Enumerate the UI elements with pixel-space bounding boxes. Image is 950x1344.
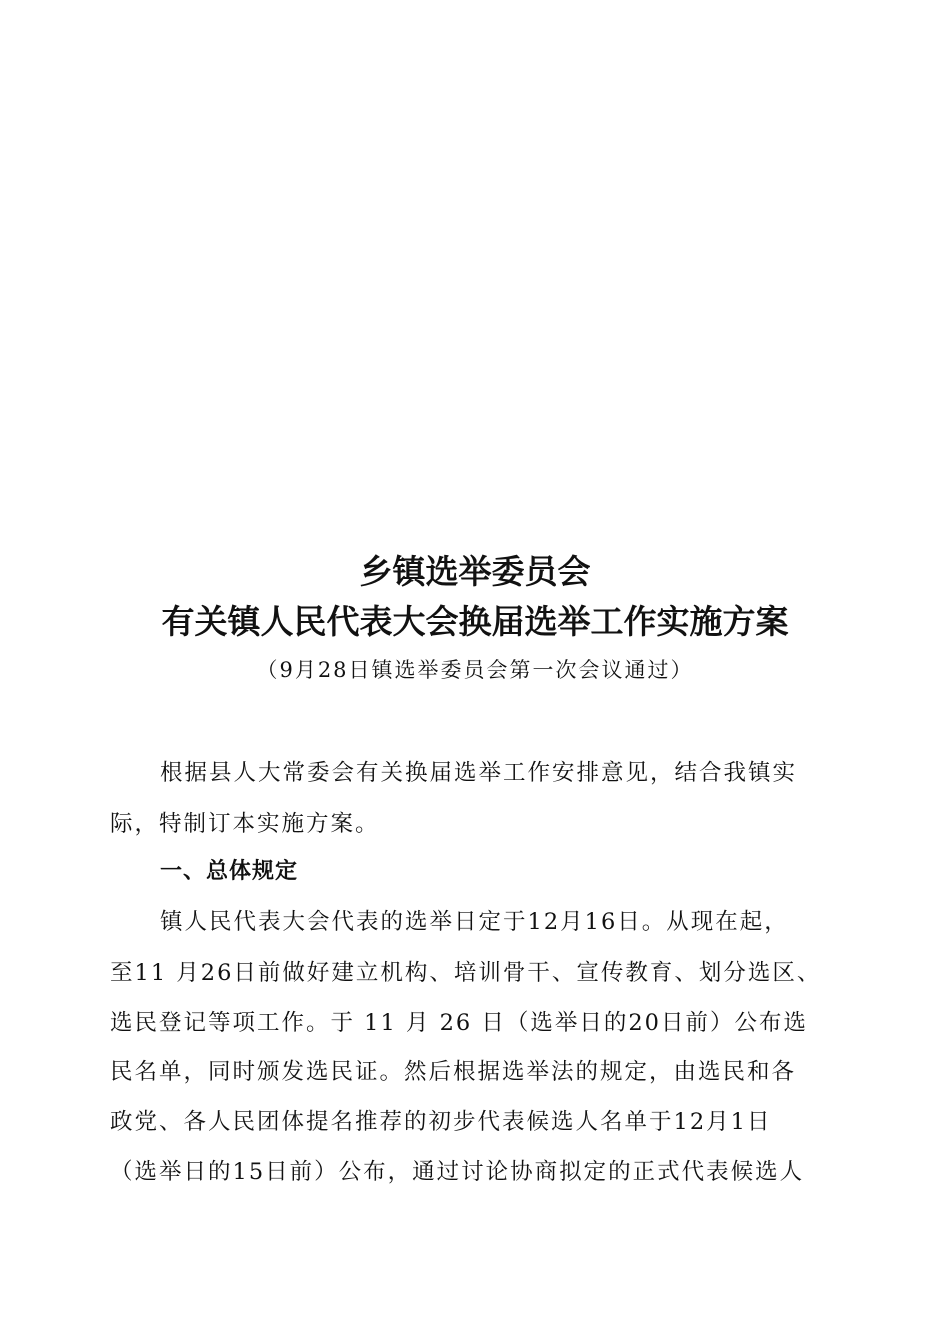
paragraph-1-line-2: 际，特制订本实施方案。	[110, 811, 380, 837]
document-title-line-1: 乡镇选举委员会	[359, 552, 591, 591]
paragraph-2-line-5: 政党、各人民团体提名推荐的初步代表候选人名单于12月1日	[110, 1109, 772, 1135]
section-1-heading: 一、总体规定	[160, 859, 299, 884]
paragraph-2-line-1: 镇人民代表大会代表的选举日定于12月16日。从现在起，	[160, 909, 789, 935]
document-title-line-2: 有关镇人民代表大会换届选举工作实施方案	[161, 602, 789, 641]
paragraph-2-line-4: 民名单，同时颁发选民证。然后根据选举法的规定，由选民和各	[110, 1059, 797, 1085]
paragraph-2-line-2: 至11 月26日前做好建立机构、培训骨干、宣传教育、划分选区、	[110, 960, 822, 986]
paragraph-2-line-3: 选民登记等项工作。于 11 月 26 日（选举日的20日前）公布选	[110, 1010, 809, 1036]
paragraph-2-line-6: （选举日的15日前）公布，通过讨论协商拟定的正式代表候选人	[110, 1159, 805, 1185]
document-subtitle: （9月28日镇选举委员会第一次会议通过）	[256, 658, 694, 682]
paragraph-1-line-1: 根据县人大常委会有关换届选举工作安排意见，结合我镇实	[160, 760, 798, 786]
